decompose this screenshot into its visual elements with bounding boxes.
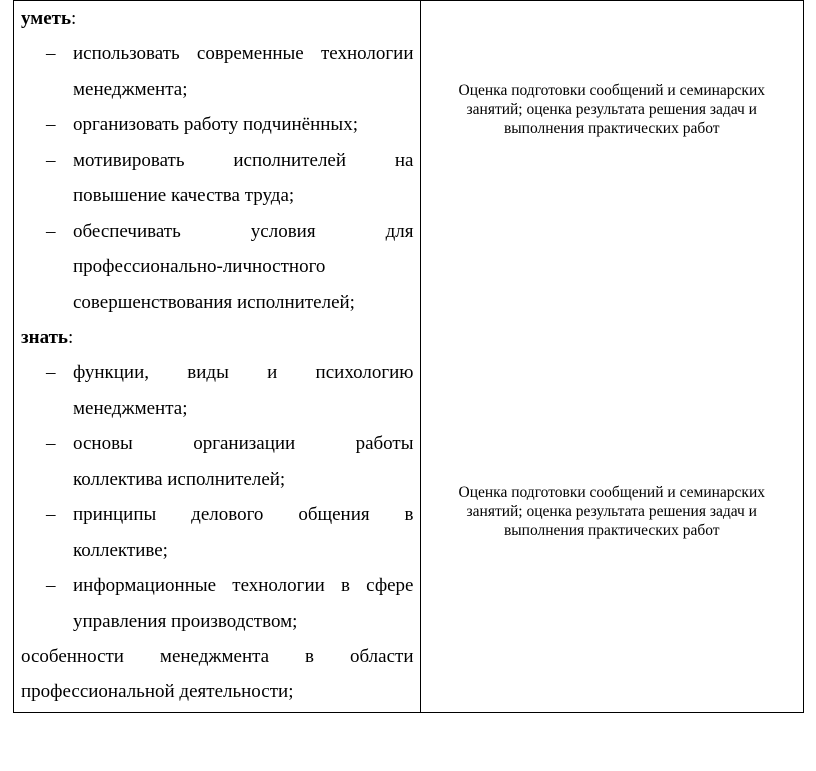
competency-table [13, 0, 804, 713]
list-item: – обеспечивать условия для профессионально-личностного совершенствования исполнителей; [21, 214, 414, 321]
dash-bullet-icon: – [46, 504, 56, 525]
list-item: – функции, виды и психологию менеджмента; [21, 355, 414, 426]
assessment-cell [420, 1, 804, 713]
dash-bullet-icon: – [46, 114, 56, 135]
umet-list [21, 36, 414, 320]
dash-bullet-icon: – [46, 433, 56, 454]
list-item: – основы организации работы коллектива исполнителей; [21, 426, 414, 497]
list-item: – использовать современные технологии менеджмента; [21, 36, 414, 107]
dash-bullet-icon: – [46, 220, 56, 242]
skills-knowledge-cell [14, 1, 421, 713]
dash-bullet-icon: – [46, 362, 56, 383]
list-item: – мотивировать исполнителей на повышение качества труда; [21, 143, 414, 214]
umet-heading: уметь: [21, 8, 77, 29]
list-item: – организовать работу подчинённых; [21, 107, 414, 143]
dash-bullet-icon: – [46, 149, 56, 171]
list-item: – информационные технологии в сфере управления производством; [21, 568, 414, 639]
dash-bullet-icon: – [46, 43, 56, 64]
znat-list [21, 355, 414, 639]
table-row [14, 1, 804, 713]
tail-paragraph: особенности менеджмента в области профессиональной деятельности; [21, 646, 414, 702]
znat-heading: знать: [21, 327, 74, 348]
dash-bullet-icon: – [46, 575, 56, 596]
list-item: – принципы делового общения в коллективе; [21, 497, 414, 568]
assessment-text-1: Оценка подготовки сообщений и семинарских занятий; оценка результата решения задач и выполнения практических работ [458, 82, 765, 137]
assessment-text-2: Оценка подготовки сообщений и семинарских занятий; оценка результата решения задач и выполнения практических работ [458, 484, 765, 539]
